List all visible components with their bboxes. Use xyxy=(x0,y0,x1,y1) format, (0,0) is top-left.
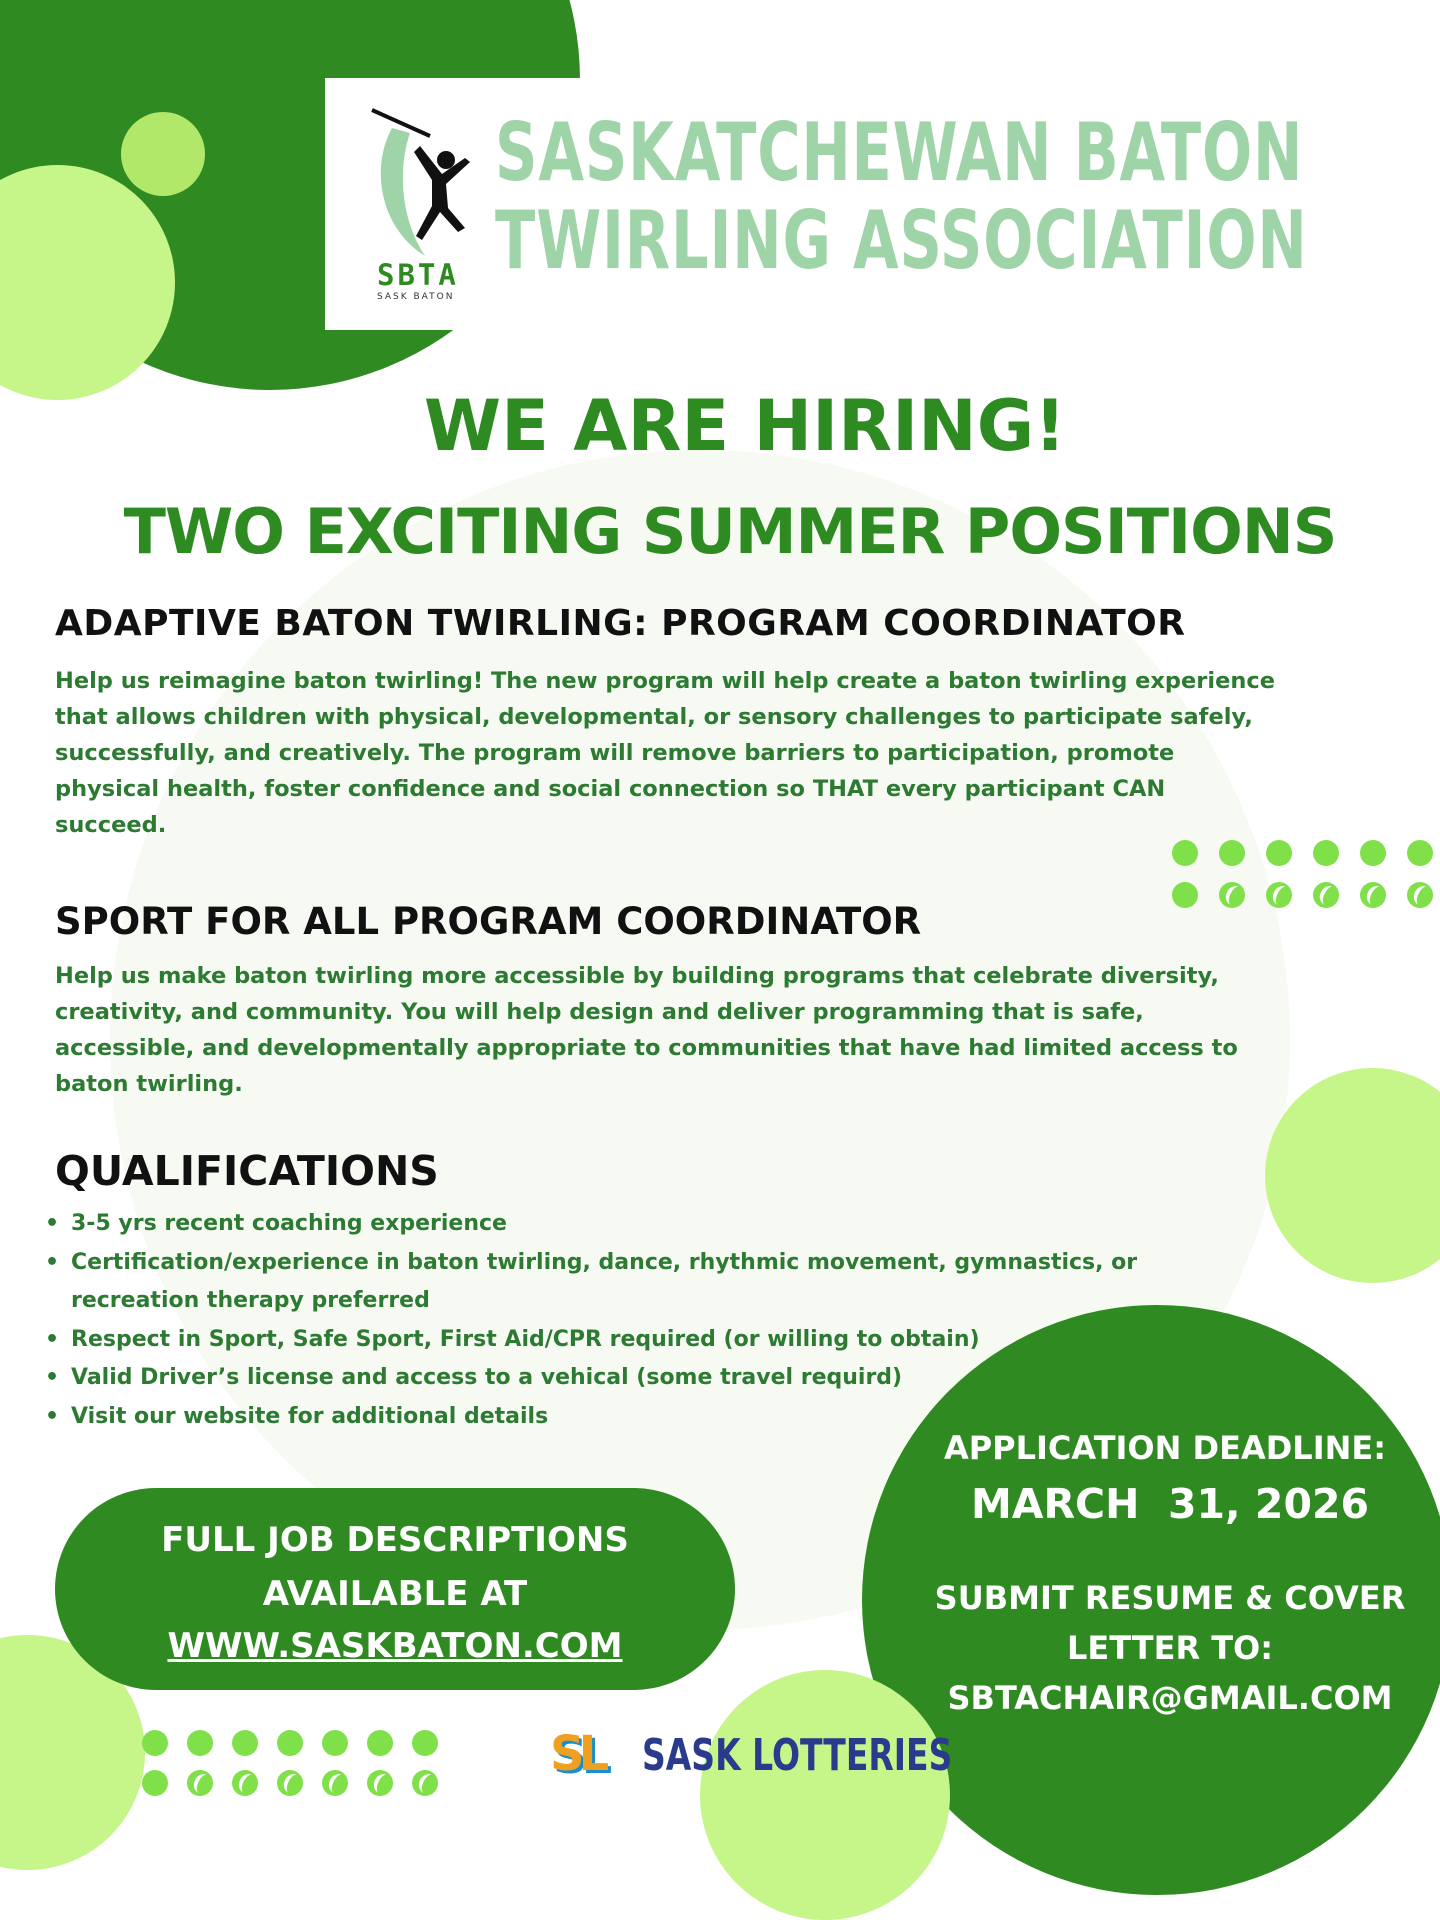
position1-description xyxy=(55,663,1275,843)
position2-description xyxy=(55,958,1238,1102)
submit-line1: SUBMIT RESUME & COVER xyxy=(934,1579,1406,1617)
position1-line: succeed. xyxy=(55,812,167,838)
position2-line: baton twirling. xyxy=(55,1071,243,1097)
position1-title: ADAPTIVE BATON TWIRLING: PROGRAM COORDINATOR xyxy=(55,603,1186,644)
qualifications-title: QUALIFICATIONS xyxy=(55,1147,439,1195)
logo-acronym: SBTA xyxy=(377,258,459,292)
list-item: • Respect in Sport, Safe Sport, First Aid/CPR required (or willing to obtain) xyxy=(45,1321,1137,1360)
sask-lotteries-icon: SL xyxy=(550,1726,604,1782)
bullet-icon: • xyxy=(45,1403,60,1429)
job-box-line1: FULL JOB DESCRIPTIONS xyxy=(161,1520,629,1560)
qualifications-list xyxy=(45,1205,1137,1436)
sask-lotteries-logo xyxy=(550,1726,953,1786)
position1-line: successfully, and creatively. The program will remove barriers to participation, promote xyxy=(55,740,1175,766)
bullet-icon: • xyxy=(45,1326,60,1352)
list-item: • Certification/experience in baton twirling, dance, rhythmic movement, gymnastics, or recreation therapy preferred xyxy=(45,1244,1137,1321)
position2-title: SPORT FOR ALL PROGRAM COORDINATOR xyxy=(55,900,922,943)
association-title-line2: TWIRLING ASSOCIATION xyxy=(495,194,1308,287)
website-link[interactable]: WWW.SASKBATON.COM xyxy=(167,1626,623,1666)
baton-twirler-icon xyxy=(370,108,500,258)
list-item: • Valid Driver’s license and access to a vehical (some travel requird) xyxy=(45,1359,1137,1398)
submit-line2: LETTER TO: xyxy=(1066,1629,1274,1667)
logo-tagline: SASK BATON xyxy=(377,292,455,302)
list-item: • Visit our website for additional details xyxy=(45,1398,1137,1437)
job-box-line2: AVAILABLE AT xyxy=(262,1574,528,1614)
position1-line: Help us reimagine baton twirling! The new program will help create a baton twirling experience xyxy=(55,668,1275,694)
header-panel xyxy=(325,78,1440,330)
bullet-icon: • xyxy=(45,1365,60,1390)
bullet-icon: • xyxy=(45,1211,60,1236)
position2-line: Help us make baton twirling more accessible by building programs that celebrate diversity, xyxy=(55,963,1219,989)
association-title-line1: SASKATCHEWAN BATON xyxy=(495,106,1304,199)
sbta-logo xyxy=(370,108,500,302)
position1-line: physical health, foster confidence and social connection so THAT every participant CAN xyxy=(55,776,1166,802)
list-item: • 3-5 yrs recent coaching experience xyxy=(45,1205,1137,1244)
small-light-green-circle xyxy=(121,112,205,196)
job-descriptions-box xyxy=(55,1488,735,1690)
hiring-headline: WE ARE HIRING! xyxy=(423,385,1067,467)
position2-line: accessible, and developmentally appropriate to communities that have had limited access to xyxy=(55,1035,1238,1061)
position1-line: that allows children with physical, developmental, or sensory challenges to participate safely, xyxy=(55,704,1253,730)
deadline-date: MARCH 31, 2026 xyxy=(970,1480,1370,1528)
hiring-subheadline: TWO EXCITING SUMMER POSITIONS xyxy=(123,495,1337,568)
submit-email[interactable]: SBTACHAIR@GMAIL.COM xyxy=(947,1679,1393,1717)
right-light-green-circle xyxy=(1265,1068,1440,1283)
bottom-center-light-circle xyxy=(700,1670,950,1920)
bullet-icon: • xyxy=(45,1249,60,1275)
position2-line: creativity, and community. You will help design and deliver programming that is safe, xyxy=(55,999,1144,1025)
sask-lotteries-name: SASK LOTTERIES xyxy=(642,1730,953,1781)
deadline-label: APPLICATION DEADLINE: xyxy=(943,1429,1387,1467)
